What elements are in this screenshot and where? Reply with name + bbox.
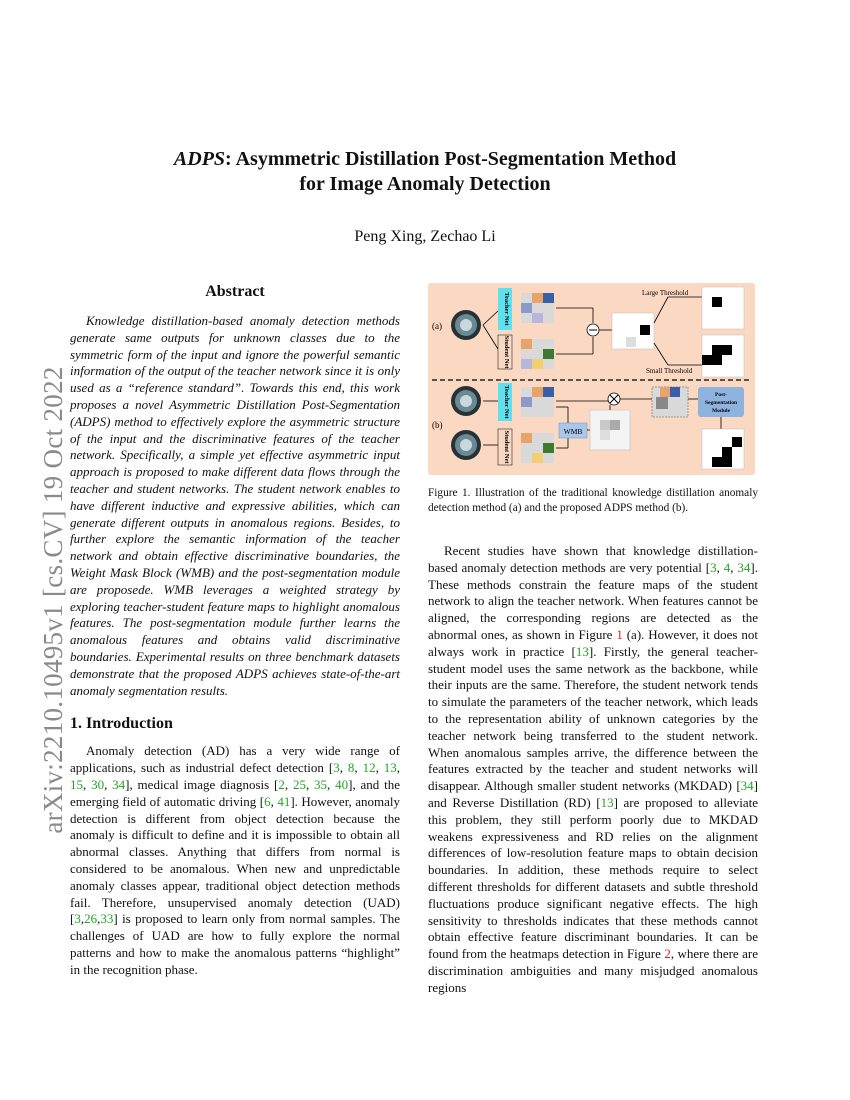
citation-link[interactable]: 33: [100, 911, 114, 927]
input-image-b-bottom: [451, 430, 481, 460]
introduction-paragraph-1: [70, 743, 400, 978]
author-list: Peng Xing, Zechao Li: [354, 228, 496, 245]
paragraph-text: ], medical image diagnosis [: [125, 776, 279, 792]
paragraph-text: ,: [396, 760, 400, 776]
weighted-feature-map: [652, 387, 688, 417]
citation-link[interactable]: 3: [710, 559, 717, 575]
input-image-b-top: [451, 386, 481, 416]
student-net-label-a: Student Net: [503, 335, 510, 369]
paragraph-text: ,: [80, 911, 85, 927]
post-segmentation-label-2: Segmentation: [704, 400, 738, 406]
citation-link[interactable]: 12: [362, 760, 376, 776]
post-segmentation-label-3: Module: [711, 408, 731, 414]
citation-link[interactable]: 34: [737, 559, 751, 575]
arxiv-identifier: arXiv:2210.10495v1 [cs.CV] 19 Oct 2022: [38, 366, 68, 834]
paragraph-text: ] is proposed to learn only from normal samples. The challenges of UAD are how to fully explore the normal patterns and how to make the anomalous patterns “highlight” in the recognition phase.: [70, 911, 400, 977]
paragraph-text: ]. These methods constrain the feature maps of the student network to align the teacher network. When features cannot be aligned, the corresponding regions are detected as the abnormal ones, as shown in Figure: [428, 559, 759, 642]
left-column: [70, 283, 400, 978]
label-a: (a): [432, 321, 442, 331]
citation-link[interactable]: 25: [292, 776, 306, 792]
student-feature-map-b: [521, 433, 554, 463]
teacher-net-label-b: Teacher Net: [503, 385, 510, 419]
paragraph-text: ,: [83, 776, 92, 792]
right-column: [428, 283, 758, 997]
paragraph-text: ,: [327, 776, 336, 792]
small-threshold-output: [702, 335, 744, 377]
citation-link[interactable]: 41: [277, 793, 291, 809]
figure-1: [428, 283, 755, 475]
citation-link[interactable]: 30: [91, 776, 105, 792]
large-threshold-label: Large Threshold: [642, 289, 689, 297]
teacher-feature-map-b: [521, 387, 554, 417]
paragraph-text: ,: [97, 911, 101, 927]
paragraph-text: Anomaly detection (AD) has a very wide range of applications, such as industrial defect detection [: [70, 743, 400, 776]
citation-link[interactable]: 4: [723, 559, 731, 575]
paragraph-text: ]. Firstly, the general teacher-student model uses the same network as the backbone, while their inputs are the same. Therefore, the student network tends to simulate the parameters of the teacher network, which leads to the representation ability of unknown categories by the teacher network being transferred to the student network. When anomalous samples arrive, the difference between the features extracted by the teacher and student networks will disappear. Although smaller student networks (MKDAD) [: [428, 643, 758, 794]
teacher-net-label-a: Teacher Net: [503, 292, 510, 326]
citation-link[interactable]: 2: [278, 776, 285, 792]
citation-link[interactable]: 40: [335, 776, 349, 792]
citation-link[interactable]: 3: [74, 911, 81, 927]
student-net-label-b: Student Net: [503, 430, 510, 464]
abstract-heading: Abstract: [205, 283, 265, 300]
weight-mask-map: [590, 410, 630, 450]
citation-link[interactable]: 8: [347, 760, 355, 776]
citation-link[interactable]: 13: [600, 794, 614, 810]
paragraph-text: ,: [375, 760, 384, 776]
citation-link[interactable]: 34: [740, 778, 754, 794]
paragraph-text: , where there are discrimination ambiguities and many misjudged anomalous regions: [428, 946, 758, 995]
paragraph-text: ] are proposed to alleviate this problem, they still perform poorly due to MKDAD weakens expressiveness and RD relies on the alignment differences of low-resolution feature maps to obtain decision boundaries. In addition, these methods require to select different thresholds for different datasets and subtle threshold fluctuations produce significant negative effects. The high sensitivity to thresholds indicates that these methods cannot obtain effective feature discriminant boundaries. It can be found from the heatmaps detection in Figure: [428, 794, 758, 962]
input-image-a: [451, 310, 481, 340]
paragraph-text: ,: [284, 776, 293, 792]
citation-link[interactable]: 26: [84, 911, 98, 927]
post-segmentation-label-1: Post-: [715, 392, 727, 398]
label-b: (b): [432, 420, 443, 430]
citation-link[interactable]: 35: [314, 776, 328, 792]
citation-link[interactable]: 15: [70, 776, 83, 792]
paragraph-text: ,: [730, 559, 738, 575]
paragraph-text: ]. However, anomaly detection is different from object detection because the anomaly is difficult to define and it is impossible to obtain all abnormal classes. Anything that differs from normal is considered to be anomalous. When new and unpredictable anomaly classes appear, traditional object detection methods fail. Therefore, unsupervised anomaly detection (UAD) [: [70, 793, 400, 927]
wmb-label: WMB: [563, 427, 583, 436]
paragraph-text: ], and the emerging field of automatic driving [: [70, 776, 401, 809]
figure-1-caption: Figure 1. Illustration of the traditional knowledge distillation anomaly detection method (a) and the proposed ADPS method (b).: [428, 487, 758, 514]
large-threshold-output: [702, 287, 744, 329]
title-method-name: ADPS: [173, 148, 226, 170]
citation-link[interactable]: 6: [264, 793, 271, 809]
citation-link[interactable]: 13: [383, 760, 397, 776]
figure-reference-link[interactable]: 1: [616, 626, 623, 642]
paragraph-text: ,: [104, 776, 113, 792]
paragraph-text: ,: [354, 760, 363, 776]
paragraph-text: ,: [305, 776, 315, 792]
citation-link[interactable]: 13: [575, 643, 589, 659]
paragraph-text: ,: [716, 559, 724, 575]
figure-reference-link[interactable]: 2: [664, 946, 671, 962]
paper-title: [0, 147, 850, 197]
figure-1-diagram: [428, 283, 755, 475]
citation-link[interactable]: 34: [112, 776, 126, 792]
segmentation-output: [702, 429, 744, 469]
anomaly-map-a: [612, 313, 654, 349]
paragraph-text: ,: [270, 793, 278, 809]
paragraph-text: ,: [339, 760, 348, 776]
title-line1-rest: : Asymmetric Distillation Post-Segmentation Method: [225, 148, 677, 170]
student-feature-map-a: [521, 339, 554, 369]
title-line2: for Image Anomaly Detection: [299, 173, 551, 195]
teacher-feature-map-a: [521, 293, 554, 323]
abstract-text: Knowledge distillation-based anomaly detection methods generate same outputs for unknown classes due to the symmetric form of the input and ignore the powerful semantic information of the output of the teacher network since it is only used as a “reference standard”. Towards this end, this work proposes a novel Asymmetric Distillation Post-Segmentation (ADPS) method to effectively explore the asymmetric structure of the input and the discriminative features of the teacher network. Specifically, a simple yet effective asymmetric input approach is proposed to make different data flows through the teacher and student networks. The student network enables to have different inductive and expressive abilities, which can generate different outputs in anomalous regions. Besides, to further explore the semantic information of the teacher network and obtain effective discriminative boundaries, the Weight Mask Block (WMB) and the post-segmentation module are proposede. WMB leverages a weighted strategy by exploring teacher-student feature maps to highlight anomalous features. The post-segmentation module further learns the anomalous features and obtains valid discriminative boundaries. Experimental results on three benchmark datasets demonstrate that the proposed ADPS achieves state-of-the-art anomaly segmentation results.: [70, 313, 400, 698]
introduction-heading: 1. Introduction: [70, 715, 173, 733]
paragraph-text: ] and Reverse Distillation (RD) [: [428, 778, 758, 810]
small-threshold-label: Small Threshold: [646, 367, 693, 375]
citation-link[interactable]: 3: [333, 760, 340, 776]
paragraph-text: Recent studies have shown that knowledge distillation-based anomaly detection methods are very potential [: [428, 543, 758, 575]
paragraph-text: (a). However, it does not always work in practice [: [428, 626, 758, 659]
introduction-paragraph-2: [428, 543, 758, 997]
